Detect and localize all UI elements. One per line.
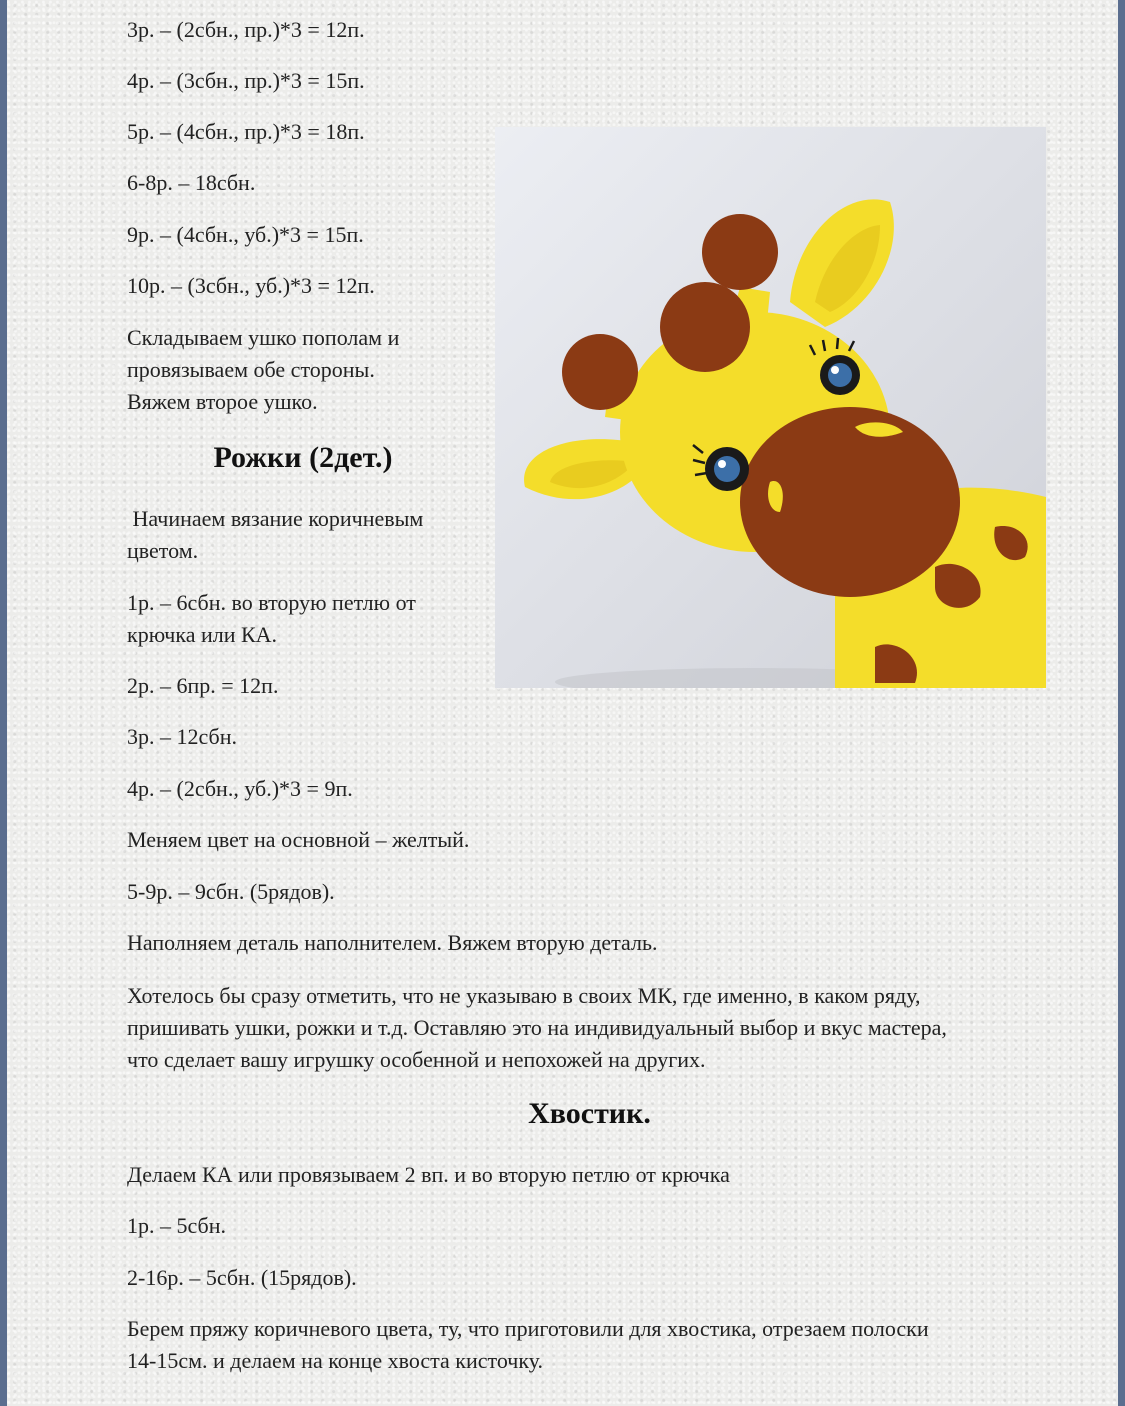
ear-note-line-2: провязываем обе стороны. [127, 357, 375, 382]
horns-row-3: 3р. – 12сбн. [127, 724, 237, 749]
giraffe-photo [495, 127, 1046, 688]
horns-row-4: 4р. – (2сбн., уб.)*3 = 9п. [127, 776, 353, 801]
horns-fill-note: Наполняем деталь наполнителем. Вяжем вторую деталь. [127, 930, 658, 955]
horns-row-1-line-1: 1р. – 6сбн. во вторую петлю от [127, 590, 416, 615]
horns-color-change: Меняем цвет на основной – желтый. [127, 827, 470, 852]
tail-end-line-1: Берем пряжу коричневого цвета, ту, что приготовили для хвостика, отрезаем полоски [127, 1316, 929, 1341]
placement-note-line-1: Хотелось бы сразу отметить, что не указываю в своих МК, где именно, в каком ряду, [127, 983, 921, 1008]
row-4: 4р. – (3сбн., пр.)*3 = 15п. [127, 68, 365, 93]
horns-row-2: 2р. – 6пр. = 12п. [127, 673, 279, 698]
row-9: 9р. – (4сбн., уб.)*3 = 15п. [127, 222, 364, 247]
horns-intro-line-2: цветом. [127, 538, 199, 563]
placement-note-line-3: что сделает вашу игрушку особенной и непохожей на других. [127, 1047, 706, 1072]
horns-intro-line-1: Начинаем вязание коричневым [127, 506, 424, 531]
row-10: 10р. – (3сбн., уб.)*3 = 12п. [127, 273, 375, 298]
row-6-8: 6-8р. – 18сбн. [127, 170, 256, 195]
ear-note-line-1: Складываем ушко пополам и [127, 325, 400, 350]
giraffe-toy-illustration [495, 127, 1046, 688]
tail-heading: Хвостик. [528, 1097, 651, 1130]
horns-heading: Рожки (2дет.) [213, 441, 393, 474]
tail-row-1: 1р. – 5сбн. [127, 1213, 226, 1238]
horns-row-1-line-2: крючка или КА. [127, 622, 278, 647]
placement-note-line-2: пришивать ушки, рожки и т.д. Оставляю это на индивидуальный выбор и вкус мастера, [127, 1015, 947, 1040]
tail-end-line-2: 14-15см. и делаем на конце хвоста кисточку. [127, 1348, 544, 1373]
row-5: 5р. – (4сбн., пр.)*3 = 18п. [127, 119, 365, 144]
row-3: 3р. – (2сбн., пр.)*3 = 12п. [127, 17, 365, 42]
ear-note-line-3: Вяжем второе ушко. [127, 389, 318, 414]
tail-intro: Делаем КА или провязываем 2 вп. и во вторую петлю от крючка [127, 1162, 730, 1187]
horns-row-5-9: 5-9р. – 9сбн. (5рядов). [127, 879, 335, 904]
tail-row-2-16: 2-16р. – 5сбн. (15рядов). [127, 1265, 357, 1290]
